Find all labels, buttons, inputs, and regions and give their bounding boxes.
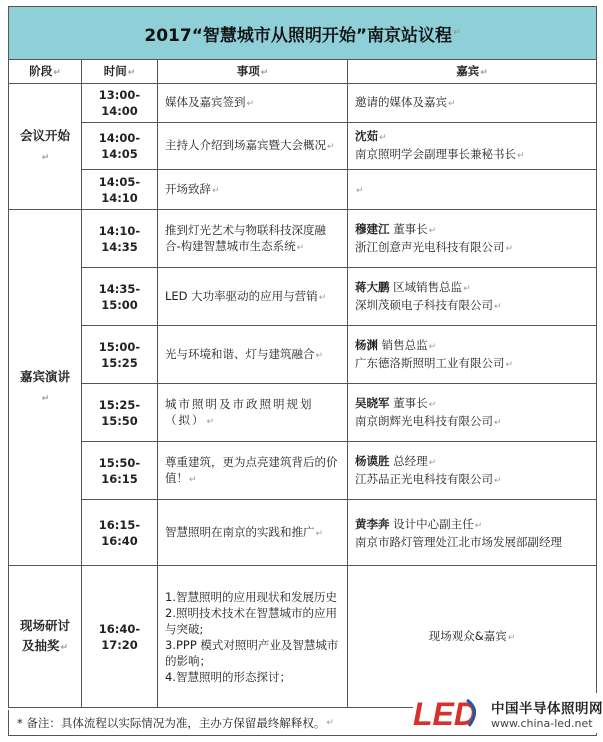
header-row bbox=[9, 60, 597, 84]
site-logo bbox=[413, 693, 603, 733]
guest-cell: 穆建江 董事长↵ 浙江创意声光电科技有限公司↵ bbox=[348, 210, 597, 268]
table-row bbox=[9, 566, 597, 708]
return-mark: ↵ bbox=[453, 28, 461, 38]
table-row bbox=[9, 500, 597, 566]
item-cell: LED 大功率驱动的应用与营销↵ bbox=[158, 268, 348, 326]
list-item: 4.智慧照明的形态探讨； bbox=[165, 669, 291, 684]
guest-cell: 蒋大鹏 区域销售总监↵ 深圳茂硕电子科技有限公司↵ bbox=[348, 268, 597, 326]
guest-name: 杨谟胜 bbox=[355, 453, 390, 468]
guest-cell: 黄李奔 设计中心副主任↵ 南京市路灯管理处江北市场发展部副经理 bbox=[348, 500, 597, 566]
time-cell: 16:15-16:40 bbox=[82, 500, 158, 566]
time-cell: 14:10-14:35 bbox=[82, 210, 158, 268]
guest-cell: 杨渊 销售总监↵ 广东德洛斯照明工业有限公司↵ bbox=[348, 326, 597, 384]
table-row bbox=[9, 326, 597, 384]
stage-cell-meeting: 会议开始↵ bbox=[9, 84, 82, 210]
time-cell: 15:00-15:25 bbox=[82, 326, 158, 384]
guest-org: 南京照明学会副理事长兼秘书长 bbox=[355, 147, 516, 161]
item-cell: 媒体及嘉宾签到↵ bbox=[158, 84, 348, 123]
item-cell: 尊重建筑，更为点亮建筑背后的价值！↵ bbox=[158, 442, 348, 500]
list-item: 3.PPP 模式对照明产业及智慧城市的影响； bbox=[165, 637, 339, 668]
table-row bbox=[9, 442, 597, 500]
guest-org: 江苏品正光电科技有限公司 bbox=[355, 471, 493, 486]
table-row bbox=[9, 268, 597, 326]
list-item: 2.照明技术技术在智慧城市的应用与突破; bbox=[165, 605, 337, 636]
logo-url: www.china-led.net bbox=[491, 716, 593, 730]
guest-cell: 沈茹↵ 南京照明学会副理事长兼秘书长↵ bbox=[348, 123, 597, 170]
guest-cell: 杨谟胜 总经理↵ 江苏品正光电科技有限公司↵ bbox=[348, 442, 597, 500]
item-cell: 城市照明及市政照明规划（拟）↵ bbox=[158, 384, 348, 442]
guest-name: 蒋大鹏 bbox=[355, 279, 390, 294]
guest-org: 南京市路灯管理处江北市场发展部副经理 bbox=[355, 534, 562, 549]
table-row bbox=[9, 84, 597, 123]
time-cell: 13:00-14:00 bbox=[82, 84, 158, 123]
guest-name: 黄李奔 bbox=[355, 516, 390, 531]
table-row bbox=[9, 170, 597, 210]
guest-cell: ↵ bbox=[348, 170, 597, 210]
time-cell: 15:50-16:15 bbox=[82, 442, 158, 500]
footer-note: * 备注：具体流程以实际情况为准，主办方保留最终解释权。 ↵ bbox=[8, 710, 597, 736]
header-item: 事项↵ bbox=[158, 60, 348, 84]
list-item: 1.智慧照明的应用现状和发展历史 bbox=[165, 589, 337, 604]
table-row bbox=[9, 384, 597, 442]
agenda-title-text: 2017“智慧城市从照明开始”南京站议程 bbox=[144, 25, 453, 46]
time-cell: 14:00-14:05 bbox=[82, 123, 158, 170]
item-cell: 开场致辞↵ bbox=[158, 170, 348, 210]
guest-org: 南京朗辉光电科技有限公司 bbox=[355, 413, 493, 428]
time-cell: 15:25-15:50 bbox=[82, 384, 158, 442]
item-cell: 主持人介绍到场嘉宾暨大会概况↵ bbox=[158, 123, 348, 170]
guest-name: 杨渊 bbox=[355, 337, 378, 352]
header-time: 时间↵ bbox=[82, 60, 158, 84]
svg-text:LED: LED bbox=[413, 696, 477, 730]
guest-name: 沈茹 bbox=[355, 129, 378, 143]
led-logo-icon bbox=[413, 696, 485, 730]
guest-org: 浙江创意声光电科技有限公司 bbox=[355, 239, 505, 254]
header-stage: 阶段↵ bbox=[9, 60, 82, 84]
logo-text bbox=[491, 697, 603, 730]
guest-cell: 邀请的媒体及嘉宾↵ bbox=[348, 84, 597, 123]
table-row bbox=[9, 123, 597, 170]
header-guest: 嘉宾↵ bbox=[348, 60, 597, 84]
logo-cn: 中国半导体照明网 bbox=[491, 700, 603, 717]
item-cell: 推到灯光艺术与物联科技深度融合-构建智慧城市生态系统↵ bbox=[158, 210, 348, 268]
guest-cell: 现场观众&嘉宾↵ bbox=[348, 566, 597, 708]
agenda-table bbox=[8, 59, 597, 708]
guest-name: 吴晓军 bbox=[355, 395, 390, 410]
agenda-title bbox=[8, 6, 597, 59]
guest-cell: 吴晓军 董事长↵ 南京朗辉光电科技有限公司↵ bbox=[348, 384, 597, 442]
guest-org: 广东德洛斯照明工业有限公司 bbox=[355, 355, 505, 370]
item-cell: 智慧照明在南京的实践和推广↵ bbox=[158, 500, 348, 566]
stage-cell-field: 现场研讨及抽奖↵ bbox=[9, 566, 82, 708]
stage-cell-speeches: 嘉宾演讲↵ bbox=[9, 210, 82, 566]
item-cell bbox=[158, 566, 348, 708]
time-cell: 14:05-14:10 bbox=[82, 170, 158, 210]
guest-org: 深圳茂硕电子科技有限公司 bbox=[355, 297, 493, 312]
time-cell: 14:35-15:00 bbox=[82, 268, 158, 326]
time-cell: 16:40-17:20 bbox=[82, 566, 158, 708]
table-row bbox=[9, 210, 597, 268]
item-cell: 光与环境和谐、灯与建筑融合↵ bbox=[158, 326, 348, 384]
guest-name: 穆建江 bbox=[355, 221, 390, 236]
